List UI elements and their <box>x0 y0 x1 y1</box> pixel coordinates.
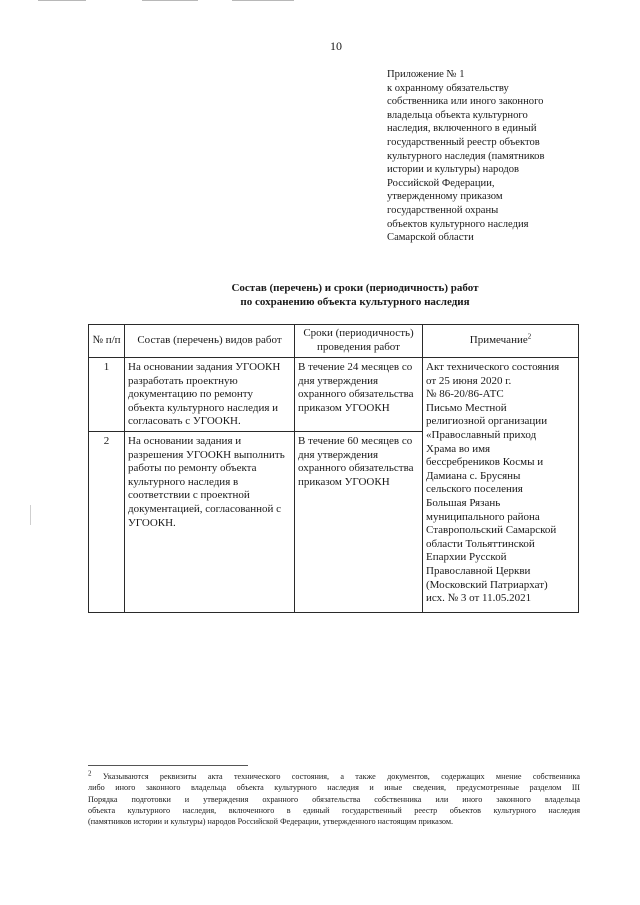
appendix-line: объектов культурного наследия <box>387 218 529 230</box>
appendix-line: культурного наследия (памятников <box>387 150 545 162</box>
footnote <box>88 771 580 827</box>
page-number: 10 <box>330 39 342 53</box>
appendix-line: истории и культуры) народов <box>387 164 520 176</box>
note-line: «Православный приход <box>426 428 537 441</box>
row-terms: В течение 24 месяцев со дня утверждения охранного обязательства приказом УГООКН <box>295 358 423 432</box>
appendix-line: государственной охраны <box>387 204 499 216</box>
note-line: области Тольяттинской <box>426 537 535 550</box>
footnote-text: Указываются реквизиты акта технического состояния, а также документов, содержащих мнение собственника <box>102 772 581 781</box>
row-works: На основании задания и разрешения УГООКН выполнить работы по ремонту объекта культурного наследия в соответствии с проектной документацией, согласованной с УГООКН. <box>125 431 295 612</box>
note-line: Акт технического состояния <box>426 361 560 373</box>
header-note <box>423 325 579 358</box>
row-terms: В течение 60 месяцев со дня утверждения охранного обязательства приказом УГООКН <box>295 431 423 612</box>
header-terms: Сроки (периодичность) проведения работ <box>295 325 423 358</box>
row-note <box>423 358 579 613</box>
note-line: исх. № 3 от 11.05.2021 <box>426 592 532 605</box>
scan-line <box>38 0 86 1</box>
note-line: муниципального района <box>426 510 540 523</box>
title-line-2: по сохранению объекта культурного наследия <box>240 296 470 308</box>
appendix-line: Приложение № 1 <box>387 69 465 80</box>
note-line: от 25 июня 2020 г. <box>426 374 512 387</box>
row-number: 1 <box>89 358 125 432</box>
table-row <box>89 358 579 432</box>
appendix-line: к охранному обязательству <box>387 82 509 94</box>
footnote-line: объекта культурного наследия, включенного в единый государственный реестр объектов культурного наследия <box>88 805 580 815</box>
appendix-header <box>387 68 587 245</box>
footnote-line: либо иного законного владельца объекта культурного наследия и иные сведения, предусмотренные разделом III <box>88 783 580 793</box>
note-line: Большая Рязань <box>426 496 501 509</box>
row-number: 2 <box>89 431 125 612</box>
note-line: Дамиана с. Брусяны <box>426 469 521 482</box>
document-title <box>0 281 640 309</box>
footnote-ref: 2 <box>527 332 532 341</box>
appendix-line: утвержденному приказом <box>387 191 503 203</box>
scan-margin-mark <box>30 505 31 525</box>
header-num: № п/п <box>89 325 125 358</box>
appendix-line: наследия, включенного в единый <box>387 123 537 135</box>
row-works: На основании задания УГООКН разработать проектную документацию по ремонту объекта культурного наследия и согласовать с УГООКН. <box>125 358 295 432</box>
appendix-line: владельца объекта культурного <box>387 109 528 121</box>
footnote-line: (памятников истории и культуры) народов Российской Федерации, утвержденного настоящим приказом. <box>88 817 454 827</box>
footnote-separator <box>88 765 248 766</box>
appendix-line: государственный реестр объектов <box>387 136 540 148</box>
note-line: № 86-20/86-АТС <box>426 388 504 401</box>
footnote-line: Порядка подготовки и утверждения охранного обязательства собственника или иного законного владельца <box>88 794 580 804</box>
table-header-row <box>89 325 579 358</box>
note-line: Храма во имя <box>426 442 491 455</box>
footnote-line <box>88 771 580 782</box>
appendix-line: Российской Федерации, <box>387 177 495 189</box>
note-line: бессребреников Космы и <box>426 456 544 469</box>
note-line: Епархии Русской <box>426 551 507 564</box>
scan-line <box>142 0 198 1</box>
note-line: Ставропольский Самарской <box>426 524 557 537</box>
note-line: (Московский Патриархат) <box>426 578 548 591</box>
header-works: Состав (перечень) видов работ <box>125 325 295 358</box>
note-line: Православной Церкви <box>426 564 531 577</box>
note-line: религиозной организации <box>426 415 548 428</box>
note-line: Письмо Местной <box>426 401 507 414</box>
appendix-line: собственника или иного законного <box>387 96 544 108</box>
appendix-line: Самарской области <box>387 232 474 244</box>
footnote-marker: 2 <box>88 769 92 778</box>
works-table <box>88 324 579 613</box>
title-line-1: Состав (перечень) и сроки (периодичность) работ <box>231 282 479 294</box>
scan-line <box>232 0 294 1</box>
header-note-label: Примечание <box>469 334 528 347</box>
note-line: сельского поселения <box>426 483 523 496</box>
